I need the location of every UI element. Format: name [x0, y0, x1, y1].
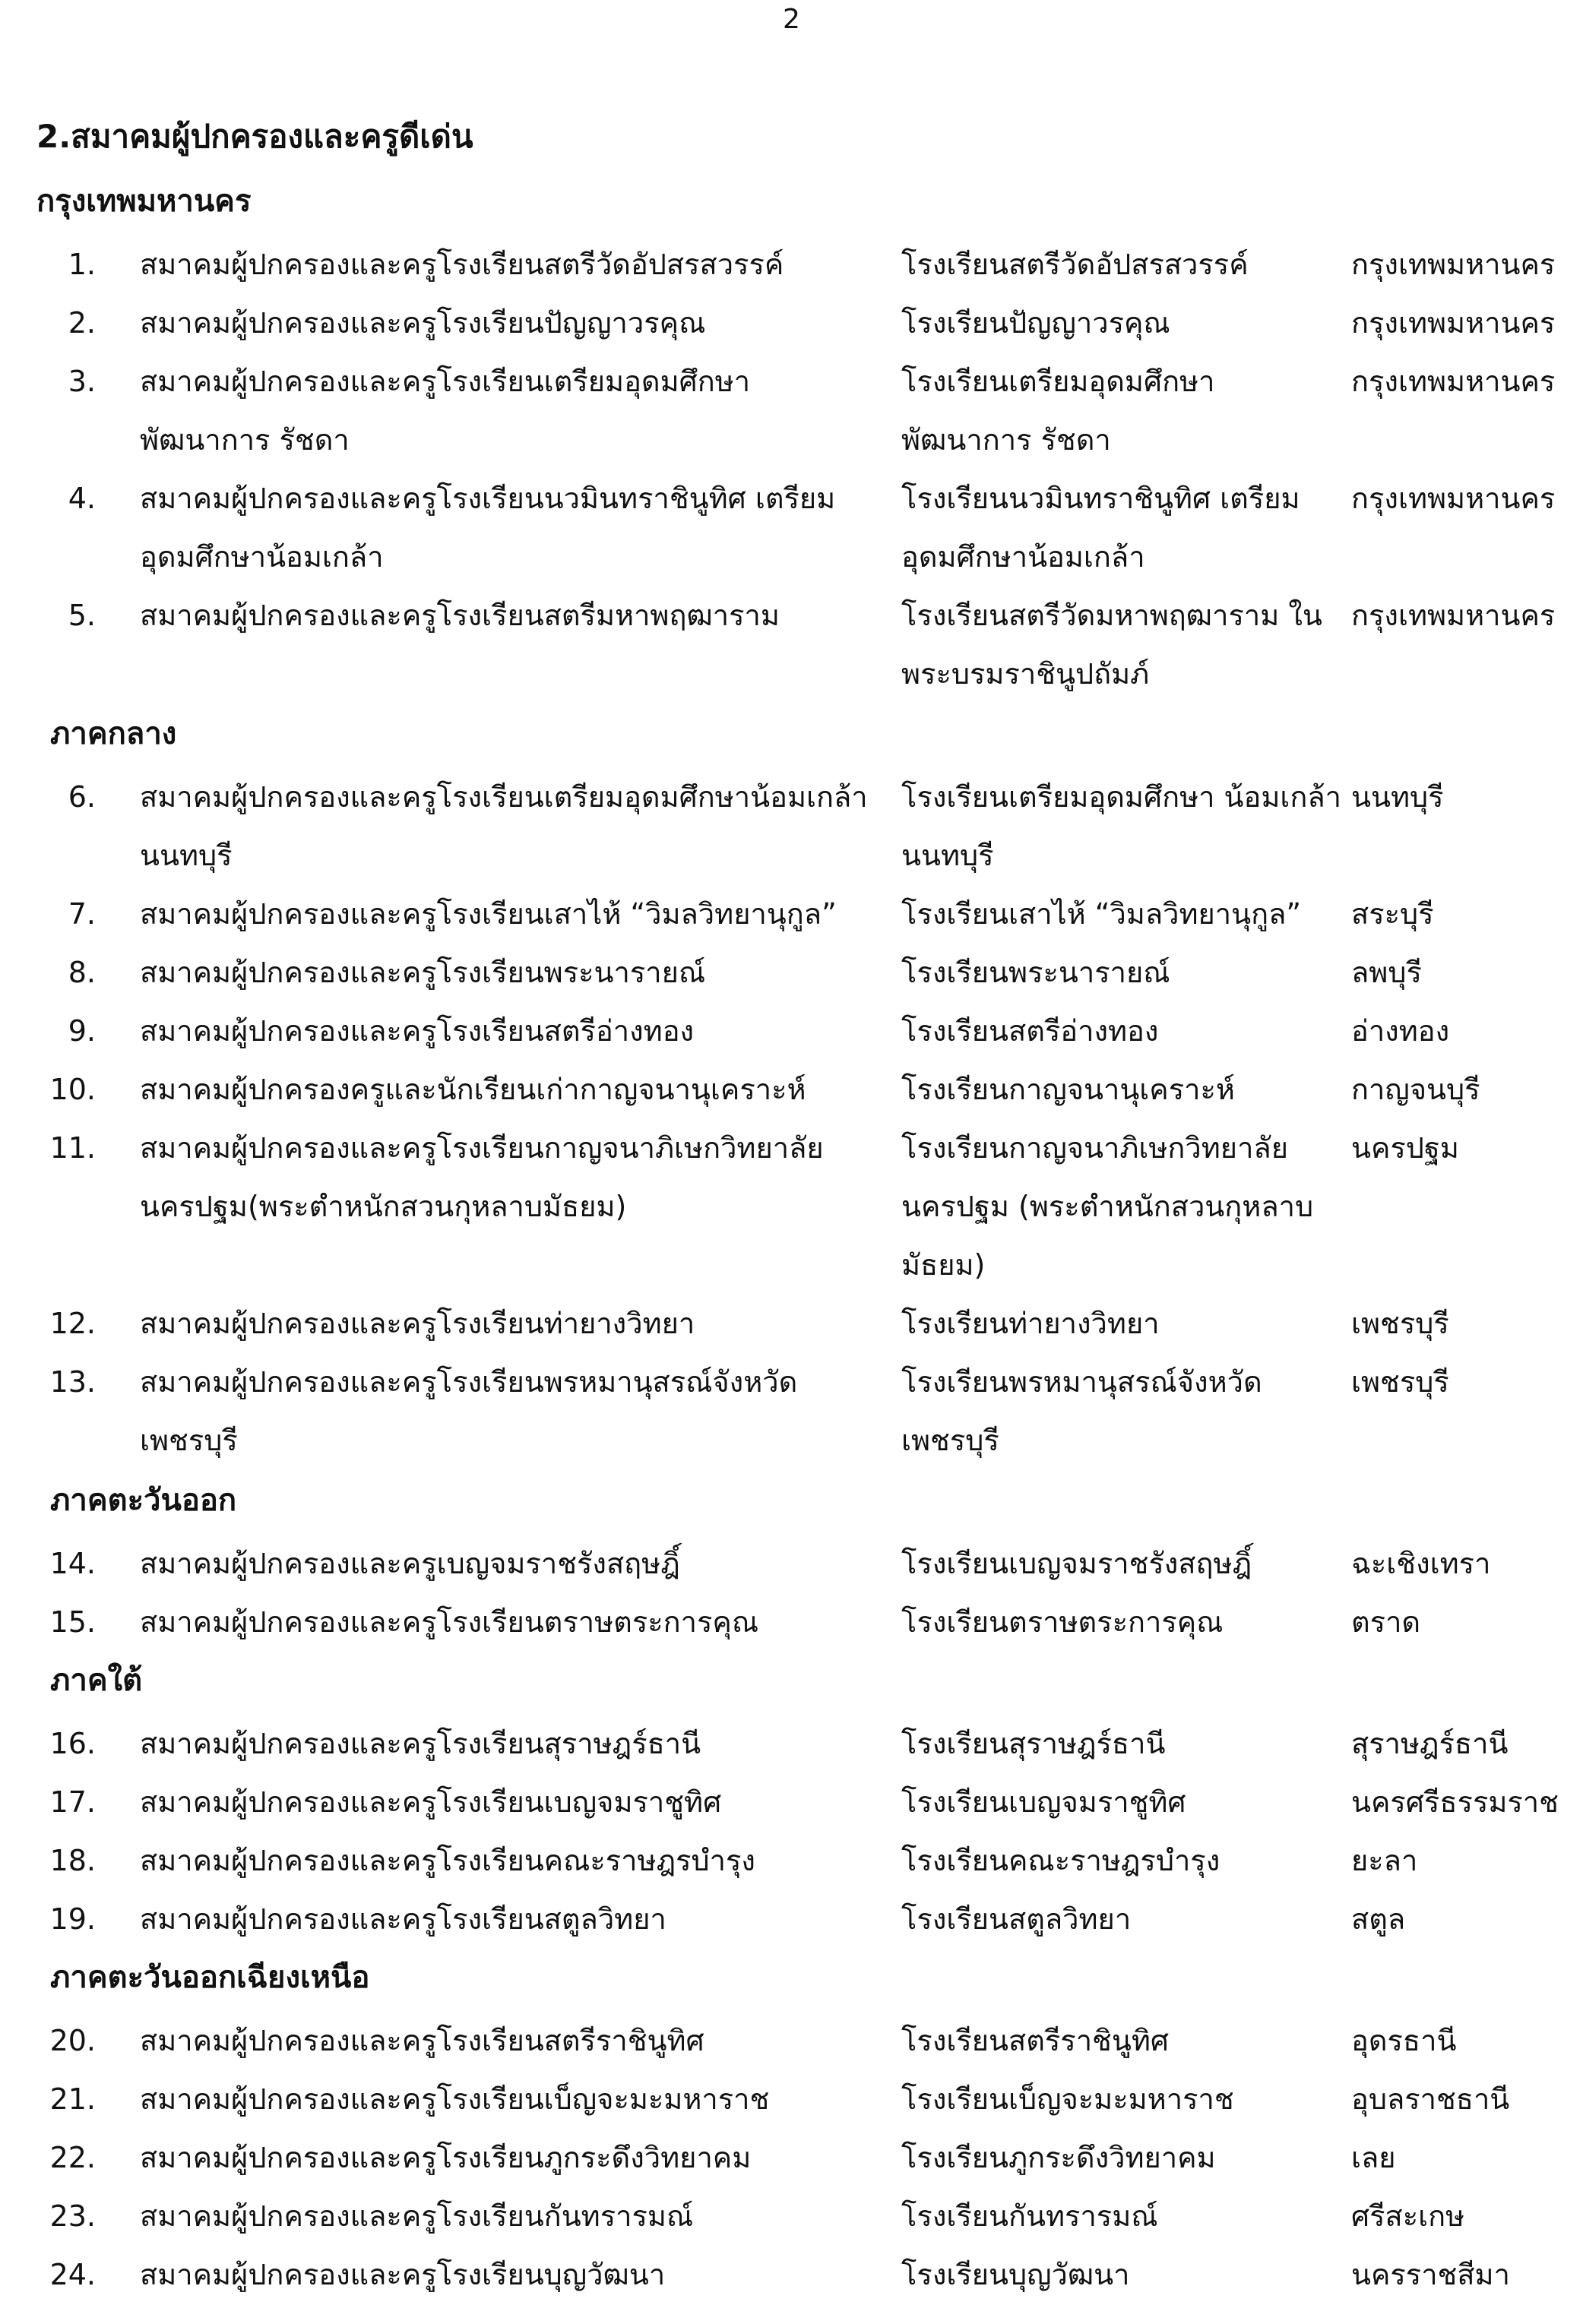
school-name: โรงเรียนสตรีราชินูทิศ	[901, 2024, 1169, 2057]
association-name: สมาคมผู้ปกครองและครูโรงเรียนเตรียมอุดมศึกษาน้อมเกล้า นนทบุรี	[140, 780, 868, 872]
school-name: โรงเรียนเบญจมราชูทิศ	[901, 1785, 1186, 1819]
association-name: สมาคมผู้ปกครองและครูโรงเรียนบุญวัฒนา	[140, 2258, 666, 2291]
school-name: โรงเรียนคณะราษฎรบำรุง	[901, 1844, 1220, 1877]
section-heading: 2.สมาคมผู้ปกครองและครูดีเด่น	[36, 118, 473, 155]
item-number: 9.	[68, 1014, 96, 1048]
item-number: 19.	[49, 1902, 96, 1936]
page-number: 2	[783, 4, 800, 35]
item-number: 20.	[49, 2024, 96, 2057]
item-number: 3.	[68, 365, 96, 398]
school-name: โรงเรียนสตรีอ่างทอง	[901, 1014, 1159, 1048]
province-name: อุบลราชธานี	[1351, 2082, 1510, 2116]
association-name: สมาคมผู้ปกครองและครูโรงเรียนกาญจนาภิเษกวิทยาลัย นครปฐม(พระตำหนักสวนกุหลาบมัธยม)	[140, 1131, 824, 1223]
association-name: สมาคมผู้ปกครองและครูโรงเรียนสตูลวิทยา	[140, 1902, 666, 1936]
school-name: โรงเรียนสตูลวิทยา	[901, 1902, 1132, 1936]
association-name: สมาคมผู้ปกครองและครูโรงเรียนพระนารายณ์	[140, 956, 706, 989]
region-heading-east: ภาคตะวันออก	[50, 1483, 237, 1518]
school-name: โรงเรียนเบ็ญจะมะมหาราช	[901, 2082, 1234, 2116]
association-name: สมาคมผู้ปกครองและครูโรงเรียนเตรียมอุดมศึกษาพัฒนาการ รัชดา	[140, 365, 751, 457]
province-name: นนทบุรี	[1351, 780, 1444, 814]
province-name: เลย	[1351, 2141, 1396, 2174]
province-name: กาญจนบุรี	[1351, 1073, 1480, 1106]
association-name: สมาคมผู้ปกครองและครูโรงเรียนเบ็ญจะมะมหาราช	[140, 2082, 770, 2116]
school-name: โรงเรียนเบญจมราชรังสฤษฎิ์	[901, 1547, 1252, 1580]
region-heading-south: ภาคใต้	[50, 1663, 143, 1698]
school-name: โรงเรียนตราษตระการคุณ	[901, 1605, 1224, 1639]
association-name: สมาคมผู้ปกครองครูและนักเรียนเก่ากาญจนานุเคราะห์	[140, 1073, 806, 1106]
association-name: สมาคมผู้ปกครองและครูโรงเรียนกันทรารมณ์	[140, 2199, 694, 2233]
association-name: สมาคมผู้ปกครองและครูโรงเรียนสตรีวัดอัปสรสวรรค์	[140, 248, 784, 281]
school-name: โรงเรียนกาญจนานุเคราะห์	[901, 1073, 1235, 1106]
item-number: 12.	[49, 1307, 96, 1340]
province-name: กรุงเทพมหานคร	[1351, 599, 1556, 632]
association-name: สมาคมผู้ปกครองและครูโรงเรียนตราษตระการคุณ	[140, 1605, 759, 1639]
association-name: สมาคมผู้ปกครองและครูโรงเรียนสตรีมหาพฤฒาราม	[140, 599, 780, 632]
province-name: สระบุรี	[1351, 897, 1434, 931]
province-name: กรุงเทพมหานคร	[1351, 248, 1556, 281]
item-number: 23.	[49, 2199, 96, 2233]
item-number: 7.	[68, 897, 96, 931]
item-number: 21.	[49, 2082, 96, 2116]
association-name: สมาคมผู้ปกครองและครูโรงเรียนภูกระดึงวิทยาคม	[140, 2141, 752, 2174]
province-name: ตราด	[1351, 1605, 1421, 1639]
association-name: สมาคมผู้ปกครองและครูโรงเรียนปัญญาวรคุณ	[140, 306, 706, 340]
school-name: โรงเรียนสุราษฎร์ธานี	[901, 1727, 1166, 1760]
school-name: โรงเรียนเตรียมอุดมศึกษาพัฒนาการ รัชดา	[901, 365, 1215, 457]
item-number: 15.	[49, 1605, 96, 1639]
school-name: โรงเรียนท่ายางวิทยา	[901, 1307, 1160, 1340]
association-name: สมาคมผู้ปกครองและครูโรงเรียนนวมินทราชินูทิศ เตรียมอุดมศึกษาน้อมเกล้า	[140, 482, 836, 574]
province-name: นครราชสีมา	[1351, 2258, 1510, 2291]
region-heading-bangkok: กรุงเทพมหานคร	[36, 184, 252, 219]
item-number: 18.	[49, 1844, 96, 1877]
school-name: โรงเรียนเสาไห้ “วิมลวิทยานุกูล”	[901, 897, 1302, 931]
association-name: สมาคมผู้ปกครองและครูโรงเรียนคณะราษฎรบำรุง	[140, 1844, 755, 1877]
province-name: ลพบุรี	[1351, 956, 1422, 989]
item-number: 16.	[49, 1727, 96, 1760]
school-name: โรงเรียนสตรีวัดมหาพฤฒาราม ในพระบรมราชินูปถัมภ์	[901, 599, 1322, 691]
item-number: 22.	[49, 2141, 96, 2174]
association-name: สมาคมผู้ปกครองและครูเบญจมราชรังสฤษฎิ์	[140, 1547, 680, 1580]
school-name: โรงเรียนเตรียมอุดมศึกษา น้อมเกล้า นนทบุรี	[901, 780, 1342, 872]
item-number: 11.	[49, 1131, 96, 1165]
item-number: 4.	[68, 482, 96, 515]
province-name: กรุงเทพมหานคร	[1351, 482, 1556, 515]
item-number: 8.	[68, 956, 96, 989]
item-number: 2.	[68, 306, 96, 340]
item-number: 24.	[49, 2258, 96, 2291]
school-name: โรงเรียนสตรีวัดอัปสรสวรรค์	[901, 248, 1249, 281]
item-number: 13.	[49, 1365, 96, 1399]
item-number: 6.	[68, 780, 96, 814]
item-number: 14.	[49, 1547, 96, 1580]
province-name: สุราษฎร์ธานี	[1351, 1727, 1509, 1760]
province-name: นครศรีธรรมราช	[1351, 1785, 1559, 1819]
association-name: สมาคมผู้ปกครองและครูโรงเรียนเสาไห้ “วิมลวิทยานุกูล”	[140, 897, 837, 931]
item-number: 5.	[68, 599, 96, 632]
region-heading-northeast: ภาคตะวันออกเฉียงเหนือ	[50, 1960, 370, 1995]
province-name: กรุงเทพมหานคร	[1351, 365, 1556, 398]
school-name: โรงเรียนภูกระดึงวิทยาคม	[901, 2141, 1216, 2174]
province-name: สตูล	[1351, 1902, 1406, 1936]
school-name: โรงเรียนพรหมานุสรณ์จังหวัด เพชรบุรี	[901, 1365, 1262, 1457]
province-name: ศรีสะเกษ	[1351, 2199, 1465, 2233]
province-name: ฉะเชิงเทรา	[1351, 1547, 1491, 1580]
region-heading-central: ภาคกลาง	[50, 716, 177, 751]
province-name: เพชรบุรี	[1351, 1365, 1449, 1399]
association-name: สมาคมผู้ปกครองและครูโรงเรียนสุราษฎร์ธานี	[140, 1727, 701, 1760]
item-number: 1.	[68, 248, 96, 281]
association-name: สมาคมผู้ปกครองและครูโรงเรียนสตรีอ่างทอง	[140, 1014, 695, 1048]
school-name: โรงเรียนบุญวัฒนา	[901, 2258, 1130, 2291]
item-number: 17.	[49, 1785, 96, 1819]
item-number: 10.	[49, 1073, 96, 1106]
school-name: โรงเรียนกาญจนาภิเษกวิทยาลัย นครปฐม (พระตำหนักสวนกุหลาบมัธยม)	[901, 1131, 1314, 1282]
school-name: โรงเรียนนวมินทราชินูทิศ เตรียม อุดมศึกษาน้อมเกล้า	[901, 482, 1300, 574]
association-name: สมาคมผู้ปกครองและครูโรงเรียนพรหมานุสรณ์จังหวัดเพชรบุรี	[140, 1365, 798, 1457]
province-name: อุดรธานี	[1351, 2024, 1457, 2057]
association-name: สมาคมผู้ปกครองและครูโรงเรียนเบญจมราชูทิศ	[140, 1785, 722, 1819]
association-name: สมาคมผู้ปกครองและครูโรงเรียนท่ายางวิทยา	[140, 1307, 695, 1340]
province-name: เพชรบุรี	[1351, 1307, 1449, 1340]
school-name: โรงเรียนพระนารายณ์	[901, 956, 1170, 989]
school-name: โรงเรียนปัญญาวรคุณ	[901, 306, 1170, 340]
province-name: กรุงเทพมหานคร	[1351, 306, 1556, 340]
province-name: นครปฐม	[1351, 1131, 1459, 1165]
province-name: อ่างทอง	[1351, 1014, 1450, 1048]
province-name: ยะลา	[1351, 1844, 1418, 1877]
school-name: โรงเรียนกันทรารมณ์	[901, 2199, 1158, 2233]
association-name: สมาคมผู้ปกครองและครูโรงเรียนสตรีราชินูทิศ	[140, 2024, 704, 2057]
